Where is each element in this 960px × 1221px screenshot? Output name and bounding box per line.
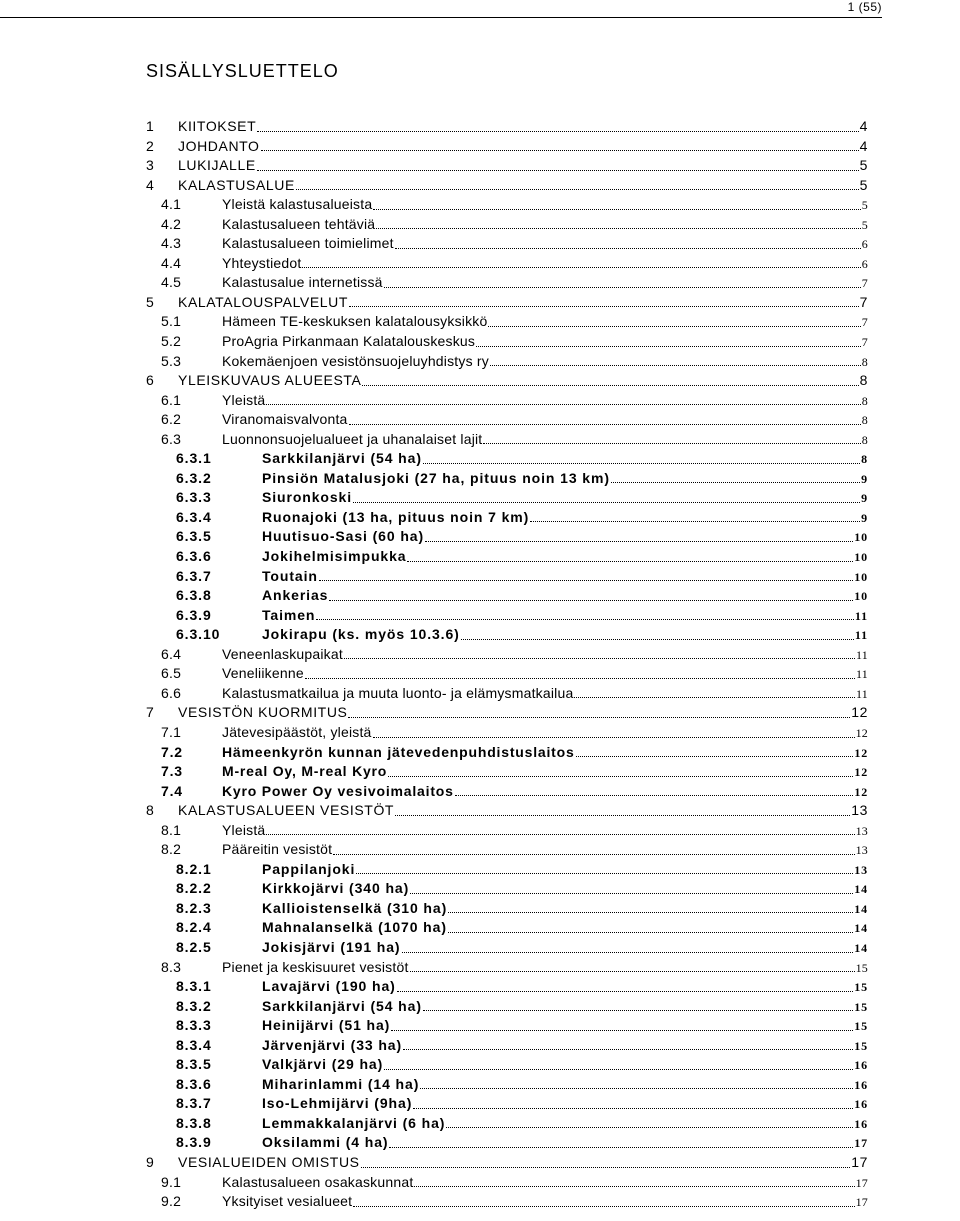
toc-entry-title: KALASTUSALUEEN VESISTÖT (178, 802, 395, 819)
toc-entry-number: 2 (146, 137, 155, 154)
toc-entry-title: Kalastusalueen osakaskunnat (222, 1173, 414, 1190)
toc-entry-page: 16 (854, 1077, 868, 1092)
toc-entry-number: 8.3.9 (176, 1134, 212, 1151)
dot-leader (384, 273, 861, 293)
toc-entry-page: 16 (854, 1058, 868, 1073)
toc-entry-page: 17 (855, 1175, 868, 1190)
toc-entry-title: Valkjärvi (29 ha) (262, 1056, 384, 1073)
dot-leader (423, 997, 853, 1017)
toc-entry[interactable] (146, 703, 868, 723)
dot-leader (389, 1133, 853, 1153)
toc-entry-page: 13 (855, 843, 868, 858)
toc-entry-title: LUKIJALLE (178, 157, 256, 174)
toc-entry-title: Huutisuo-Sasi (60 ha) (262, 528, 425, 545)
toc-entry-number: 7.4 (161, 782, 183, 799)
toc-entry-title: Miharinlammi (14 ha) (262, 1075, 420, 1092)
toc-entry-number: 7 (146, 704, 155, 721)
toc-entry-number: 4.1 (161, 196, 182, 213)
toc-entry-number: 9 (146, 1153, 155, 1170)
toc-entry[interactable] (146, 743, 868, 763)
toc-entry-title: KALATALOUSPALVELUT (178, 293, 349, 310)
toc-entry-number: 5 (146, 293, 155, 310)
toc-entry-number: 6.3.5 (176, 528, 212, 545)
toc-entry-page: 8 (859, 372, 868, 389)
dot-leader (395, 801, 850, 821)
toc-entry[interactable] (146, 762, 868, 782)
dot-leader (530, 508, 860, 528)
toc-entry-page: 10 (854, 530, 868, 545)
toc-entry[interactable] (146, 332, 868, 352)
toc-entry-number: 8.3 (161, 958, 182, 975)
toc-entry-number: 6.3.8 (176, 587, 212, 604)
toc-entry-page: 16 (854, 1097, 868, 1112)
toc-entry-number: 8.3.7 (176, 1095, 212, 1112)
toc-entry-number: 5.3 (161, 352, 182, 369)
toc-entry-number: 4.4 (161, 254, 182, 271)
toc-entry[interactable] (146, 625, 868, 645)
toc-entry[interactable] (146, 840, 868, 860)
toc-entry-title: YLEISKUVAUS ALUEESTA (178, 372, 362, 389)
dot-leader (611, 469, 860, 489)
toc-entry-title: VESIALUEIDEN OMISTUS (178, 1153, 360, 1170)
toc-entry-title: Jokisjärvi (191 ha) (262, 938, 401, 955)
toc-entry[interactable] (146, 488, 868, 508)
toc-entry-page: 7 (859, 293, 868, 310)
toc-entry-title: Pappilanjoki (262, 860, 356, 877)
toc-entry[interactable] (146, 449, 868, 469)
toc-entry[interactable] (146, 1114, 868, 1134)
toc-entry[interactable] (146, 586, 868, 606)
dot-leader (488, 312, 860, 332)
dot-leader (348, 703, 850, 723)
toc-entry[interactable] (146, 312, 868, 332)
toc-entry-number: 8.3.2 (176, 997, 212, 1014)
toc-entry-number: 6.6 (161, 684, 182, 701)
toc-entry-title: Jokihelmisimpukka (262, 548, 407, 565)
toc-entry-page: 12 (854, 765, 868, 780)
dot-leader (384, 1055, 853, 1075)
toc-entry-page: 14 (854, 901, 868, 916)
dot-leader (353, 488, 860, 508)
toc-entry-title: KIITOKSET (178, 118, 257, 134)
dot-leader (353, 1192, 854, 1212)
dot-leader (410, 879, 853, 899)
toc-entry-title: Toutain (262, 567, 318, 584)
toc-entry[interactable] (146, 723, 868, 743)
toc-entry-number: 6.3.6 (176, 548, 212, 565)
toc-entry-title: Heinijärvi (51 ha) (262, 1017, 391, 1034)
toc-entry[interactable] (146, 547, 868, 567)
toc-entry-number: 8.2.3 (176, 899, 212, 916)
toc-entry[interactable] (146, 1016, 868, 1036)
toc-entry-page: 14 (854, 882, 868, 897)
toc-entry[interactable] (146, 801, 868, 821)
toc-entry[interactable] (146, 254, 868, 274)
toc-entry-page: 10 (854, 589, 868, 604)
toc-entry-title: Ankerias (262, 587, 329, 604)
toc-entry-title: ProAgria Pirkanmaan Kalatalouskeskus (222, 333, 476, 350)
toc-entry[interactable] (146, 664, 868, 684)
toc-entry-title: Lemmakkalanjärvi (6 ha) (262, 1114, 446, 1131)
toc-entry[interactable] (146, 821, 868, 841)
toc-entry-title: Yksityiset vesialueet (222, 1193, 353, 1210)
toc-entry-page: 6 (861, 237, 868, 252)
toc-entry-page: 9 (861, 491, 868, 506)
toc-entry-page: 15 (854, 980, 868, 995)
toc-entry-number: 7.1 (161, 723, 182, 740)
toc-entry[interactable] (146, 215, 868, 235)
toc-entry[interactable] (146, 430, 868, 450)
dot-leader (373, 195, 860, 215)
toc-entry-page: 11 (856, 647, 868, 662)
toc-entry-page: 5 (861, 217, 868, 232)
toc-entry-page: 12 (854, 784, 868, 799)
dot-leader (305, 664, 855, 684)
toc-entry-number: 7.3 (161, 763, 183, 780)
toc-entry-page: 14 (854, 921, 868, 936)
toc-entry-title: Luonnonsuojelualueet ja uhanalaiset lajit (222, 430, 483, 447)
toc-entry-number: 4.3 (161, 235, 182, 252)
toc-entry-number: 1 (146, 118, 155, 134)
dot-leader (423, 449, 860, 469)
toc-entry[interactable] (146, 195, 868, 215)
toc-entry-title: Lavajärvi (190 ha) (262, 978, 396, 995)
dot-leader (490, 352, 861, 372)
toc-entry[interactable] (146, 156, 868, 176)
toc-entry-number: 4 (146, 176, 155, 193)
toc-entry-title: Kyro Power Oy vesivoimalaitos (222, 782, 454, 799)
dot-leader (391, 1016, 853, 1036)
dot-leader (349, 410, 861, 430)
toc-entry[interactable] (146, 1192, 868, 1212)
toc-entry-page: 4 (859, 137, 868, 154)
toc-entry[interactable] (146, 997, 868, 1017)
toc-entry-page: 17 (855, 1195, 868, 1210)
toc-entry-number: 8 (146, 802, 155, 819)
toc-entry-number: 8.3.3 (176, 1017, 212, 1034)
toc-entry-page: 12 (855, 725, 868, 740)
toc-entry-title: Kalastusmatkailua ja muuta luonto- ja elämysmatkailua (222, 684, 574, 701)
toc-entry-number: 6.3.9 (176, 606, 212, 623)
toc-entry-page: 10 (854, 550, 868, 565)
toc-entry-title: Kalastusalueen tehtäviä (222, 215, 376, 232)
toc-entry-page: 13 (851, 802, 868, 819)
toc-entry-title: Jokirapu (ks. myös 10.3.6) (262, 626, 460, 643)
toc-entry[interactable] (146, 508, 868, 528)
toc-entry-number: 6.3.7 (176, 567, 212, 584)
toc-entry-number: 8.3.6 (176, 1075, 212, 1092)
toc-entry[interactable] (146, 1173, 868, 1193)
dot-leader (395, 234, 861, 254)
toc-entry[interactable] (146, 117, 868, 137)
toc-entry-title: Ruonajoki (13 ha, pituus noin 7 km) (262, 508, 530, 525)
toc-entry-title: Yleistä kalastusalueista (222, 196, 373, 213)
toc-entry-title: Kokemäenjoen vesistönsuojeluyhdistys ry (222, 352, 489, 369)
toc-entry-number: 8.3.4 (176, 1036, 212, 1053)
toc-entry-number: 6.3 (161, 430, 182, 447)
toc-entry[interactable] (146, 782, 868, 802)
toc-entry-page: 6 (861, 256, 868, 271)
toc-entry-page: 17 (851, 1153, 868, 1170)
page-number: 1 (55) (847, 0, 882, 14)
dot-leader (448, 899, 853, 919)
dot-leader (266, 391, 860, 411)
dot-leader (373, 723, 855, 743)
toc-entry-title: Hämeenkyrön kunnan jätevedenpuhdistuslaitos (222, 743, 575, 760)
toc-entry-page: 8 (861, 354, 868, 369)
toc-entry-page: 7 (861, 315, 868, 330)
toc-entry[interactable] (146, 176, 868, 196)
toc-entry-page: 16 (854, 1116, 868, 1131)
toc-entry[interactable] (146, 469, 868, 489)
dot-leader (344, 645, 855, 665)
toc-entry-title: Yleistä (222, 391, 266, 408)
dot-leader (302, 254, 860, 274)
toc-entry-title: JOHDANTO (178, 137, 260, 154)
toc-entry-title: Oksilammi (4 ha) (262, 1134, 389, 1151)
toc-entry[interactable] (146, 645, 868, 665)
dot-leader (425, 527, 853, 547)
toc-entry-title: Pinsiön Matalusjoki (27 ha, pituus noin 13 km) (262, 469, 610, 486)
toc-entry[interactable] (146, 371, 868, 391)
toc-entry-title: Hämeen TE-keskuksen kalatalousyksikkö (222, 313, 488, 330)
toc-entry[interactable] (146, 1133, 868, 1153)
toc-entry-number: 6.3.2 (176, 469, 212, 486)
dot-leader (403, 1036, 853, 1056)
table-of-contents (146, 117, 868, 1212)
toc-entry-title: M-real Oy, M-real Kyro (222, 763, 388, 780)
toc-entry-number: 6 (146, 372, 155, 389)
toc-entry-title: Jätevesipäästöt, yleistä (222, 723, 372, 740)
toc-entry-page: 15 (854, 1038, 868, 1053)
dot-leader (388, 762, 853, 782)
toc-entry-page: 14 (854, 940, 868, 955)
toc-entry-page: 11 (854, 628, 868, 643)
toc-entry[interactable] (146, 567, 868, 587)
toc-entry[interactable] (146, 527, 868, 547)
dot-leader (266, 821, 854, 841)
toc-entry-title: Sarkkilanjärvi (54 ha) (262, 997, 422, 1014)
dot-leader (407, 547, 853, 567)
toc-entry-page: 5 (859, 157, 868, 174)
toc-entry-title: Veneliikenne (222, 665, 304, 682)
toc-title: SISÄLLYSLUETTELO (146, 61, 339, 81)
toc-entry[interactable] (146, 977, 868, 997)
dot-leader (476, 332, 861, 352)
toc-entry[interactable] (146, 938, 868, 958)
dot-leader (483, 430, 860, 450)
toc-entry-title: Taimen (262, 606, 316, 623)
toc-entry-page: 17 (854, 1136, 868, 1151)
toc-entry-number: 5.2 (161, 333, 182, 350)
dot-leader (376, 215, 861, 235)
dot-leader (316, 606, 853, 626)
toc-entry-title: Siuronkoski (262, 489, 353, 506)
toc-entry[interactable] (146, 1094, 868, 1114)
dot-leader (329, 586, 853, 606)
toc-entry-number: 6.3.4 (176, 508, 212, 525)
toc-entry-page: 9 (861, 471, 868, 486)
dot-leader (461, 625, 854, 645)
toc-entry-title: Iso-Lehmijärvi (9ha) (262, 1095, 413, 1112)
toc-entry-number: 8.3.1 (176, 978, 212, 995)
dot-leader (361, 1153, 851, 1173)
toc-entry-page: 7 (861, 276, 868, 291)
toc-entry-page: 11 (854, 608, 868, 623)
dot-leader (319, 567, 853, 587)
toc-entry[interactable] (146, 410, 868, 430)
toc-entry-page: 9 (861, 510, 868, 525)
toc-entry-page: 10 (854, 569, 868, 584)
dot-leader (448, 918, 853, 938)
toc-entry[interactable] (146, 879, 868, 899)
toc-entry-title: Kalastusalueen toimielimet (222, 235, 394, 252)
toc-entry[interactable] (146, 137, 868, 157)
dot-leader (420, 1075, 853, 1095)
toc-entry[interactable] (146, 899, 868, 919)
dot-leader (576, 743, 854, 763)
dot-leader (349, 293, 859, 313)
dot-leader (296, 176, 859, 196)
toc-entry[interactable] (146, 391, 868, 411)
dot-leader (356, 860, 853, 880)
toc-entry-number: 9.1 (161, 1173, 182, 1190)
toc-entry-title: Kallioistenselkä (310 ha) (262, 899, 448, 916)
toc-entry-page: 8 (861, 452, 868, 467)
toc-entry-page: 12 (854, 745, 868, 760)
toc-entry-title: KALASTUSALUE (178, 176, 295, 193)
toc-entry-page: 11 (856, 686, 868, 701)
toc-entry-title: Kirkkojärvi (340 ha) (262, 880, 410, 897)
toc-entry-page: 15 (854, 999, 868, 1014)
toc-entry-number: 6.3.3 (176, 489, 212, 506)
toc-entry[interactable] (146, 352, 868, 372)
toc-entry-number: 8.2.4 (176, 919, 212, 936)
toc-entry-number: 6.2 (161, 411, 182, 428)
dot-leader (333, 840, 854, 860)
dot-leader (362, 371, 858, 391)
toc-entry-title: Pienet ja keskisuuret vesistöt (222, 958, 409, 975)
toc-entry-number: 7.2 (161, 743, 183, 760)
toc-entry-page: 13 (855, 823, 868, 838)
dot-leader (455, 782, 854, 802)
toc-entry-number: 5.1 (161, 313, 182, 330)
toc-entry[interactable] (146, 1036, 868, 1056)
dot-leader (397, 977, 853, 997)
toc-entry-number: 6.4 (161, 645, 182, 662)
dot-leader (257, 156, 859, 176)
toc-entry-number: 8.3.8 (176, 1114, 212, 1131)
toc-entry-title: Sarkkilanjärvi (54 ha) (262, 450, 422, 467)
toc-entry[interactable] (146, 1075, 868, 1095)
toc-entry[interactable] (146, 1055, 868, 1075)
toc-entry-title: Pääreitin vesistöt (222, 841, 333, 858)
toc-entry-number: 8.2 (161, 841, 182, 858)
toc-entry-number: 3 (146, 157, 155, 174)
toc-entry[interactable] (146, 293, 868, 313)
toc-entry[interactable] (146, 273, 868, 293)
toc-entry[interactable] (146, 234, 868, 254)
toc-entry[interactable] (146, 606, 868, 626)
toc-entry-number: 6.5 (161, 665, 182, 682)
toc-entry-page: 8 (861, 432, 868, 447)
dot-leader (414, 1173, 854, 1193)
dot-leader (410, 958, 855, 978)
toc-entry-page: 12 (851, 704, 868, 721)
toc-entry-number: 6.3.1 (176, 450, 212, 467)
toc-entry-page: 4 (859, 118, 868, 134)
toc-entry[interactable] (146, 860, 868, 880)
toc-entry-page: 8 (861, 393, 868, 408)
toc-entry[interactable] (146, 918, 868, 938)
header-rule (0, 17, 882, 18)
toc-entry-number: 8.3.5 (176, 1056, 212, 1073)
toc-entry-number: 9.2 (161, 1193, 182, 1210)
dot-leader (261, 137, 859, 157)
toc-entry-title: Viranomaisvalvonta (222, 411, 348, 428)
toc-entry[interactable] (146, 958, 868, 978)
toc-entry-number: 8.2.2 (176, 880, 212, 897)
toc-entry-page: 5 (859, 176, 868, 193)
toc-entry-page: 7 (861, 335, 868, 350)
toc-entry-title: Yleistä (222, 821, 266, 838)
toc-entry-title: VESISTÖN KUORMITUS (178, 704, 348, 721)
dot-leader (446, 1114, 853, 1134)
toc-entry-page: 11 (856, 667, 868, 682)
toc-entry-page: 8 (861, 413, 868, 428)
toc-entry[interactable] (146, 684, 868, 704)
dot-leader (574, 684, 855, 704)
toc-entry-title: Yhteystiedot (222, 254, 302, 271)
toc-entry-number: 4.5 (161, 274, 182, 291)
toc-entry-page: 13 (854, 862, 868, 877)
toc-entry-number: 8.2.5 (176, 938, 212, 955)
toc-entry-page: 5 (861, 198, 868, 213)
toc-entry-number: 8.1 (161, 821, 182, 838)
toc-entry-number: 6.3.10 (176, 626, 221, 643)
toc-entry[interactable] (146, 1153, 868, 1173)
dot-leader (402, 938, 854, 958)
dot-leader (413, 1094, 853, 1114)
toc-entry-number: 4.2 (161, 215, 182, 232)
toc-entry-title: Veneenlaskupaikat (222, 645, 343, 662)
toc-entry-number: 6.1 (161, 391, 182, 408)
toc-entry-page: 15 (854, 1019, 868, 1034)
toc-entry-page: 15 (855, 960, 868, 975)
toc-entry-title: Kalastusalue internetissä (222, 274, 383, 291)
toc-entry-title: Järvenjärvi (33 ha) (262, 1036, 403, 1053)
toc-entry-title: Mahnalanselkä (1070 ha) (262, 919, 447, 936)
dot-leader (257, 117, 858, 137)
toc-entry-number: 8.2.1 (176, 860, 212, 877)
